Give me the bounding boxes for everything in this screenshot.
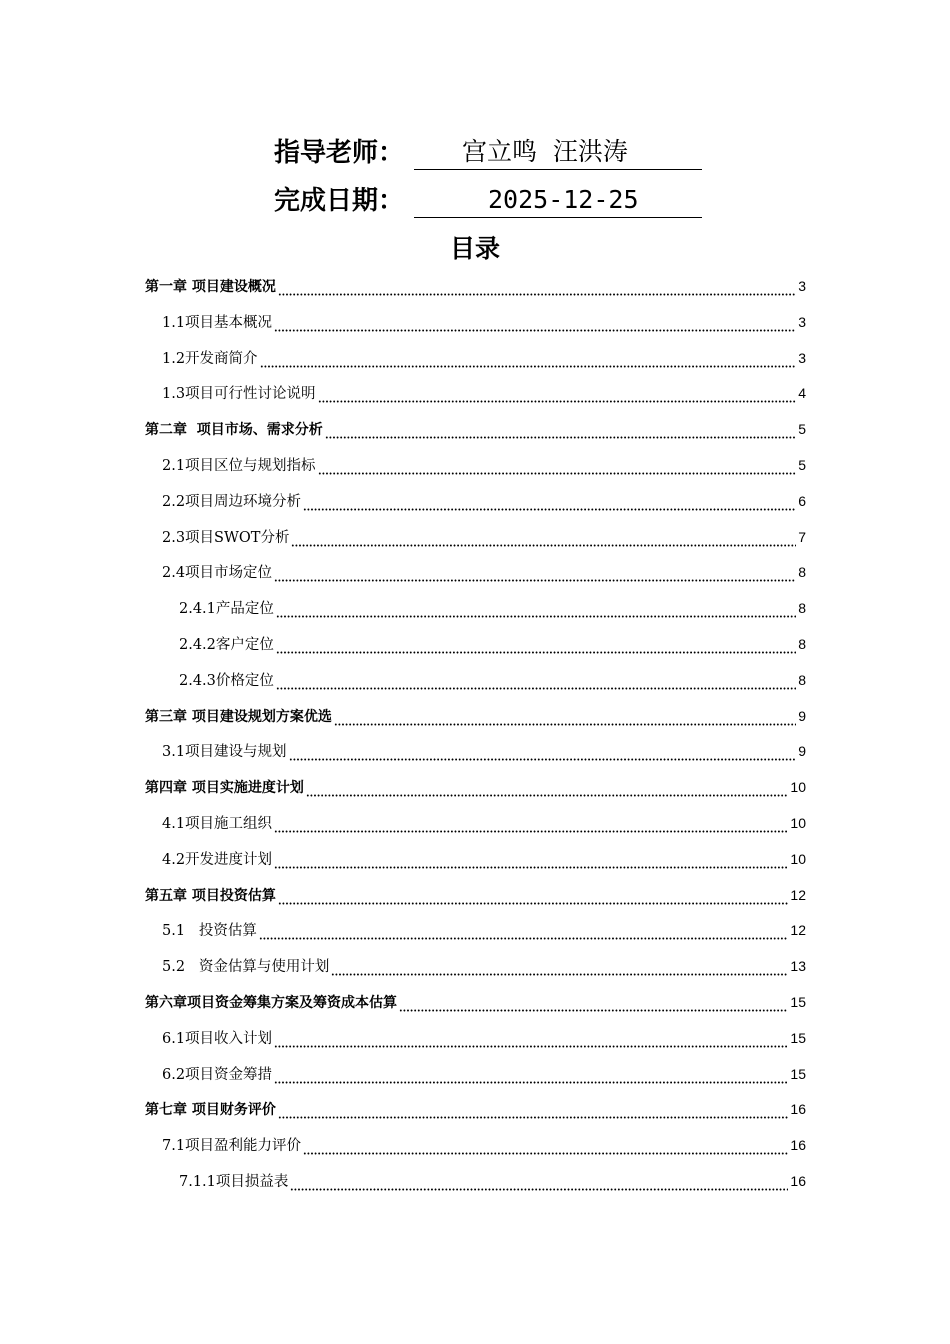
toc-page-number: 8 (798, 564, 806, 581)
toc-section-entry[interactable] (162, 805, 806, 841)
toc-section-entry[interactable] (162, 1020, 806, 1056)
toc-section-entry[interactable] (162, 1056, 806, 1092)
toc-page-number: 12 (790, 886, 806, 903)
toc-subsection-entry[interactable] (179, 1163, 806, 1199)
toc-entry-title: 1.2开发商简介 (162, 350, 258, 367)
advisor-value: 宫立鸣 汪洪涛 (414, 135, 702, 170)
toc-dot-leader (334, 716, 796, 726)
toc-page-number: 15 (790, 1065, 806, 1082)
toc-dot-leader (290, 1181, 788, 1191)
toc-entry-title: 第六章项目资金筹集方案及筹资成本估算 (145, 995, 397, 1011)
toc-entry-title: 第三章 项目建设规划方案优选 (145, 708, 332, 725)
toc-page-number: 13 (790, 958, 806, 975)
toc-dot-leader (274, 322, 796, 332)
toc-entry-title: 2.2项目周边环境分析 (162, 493, 302, 510)
toc-page-number: 16 (790, 1101, 806, 1118)
advisor-row (274, 130, 702, 170)
toc-subsection-entry[interactable] (179, 662, 806, 698)
toc-page-number: 5 (798, 421, 806, 438)
toc-entry-title: 7.1项目盈利能力评价 (162, 1138, 302, 1155)
toc-dot-leader (303, 501, 796, 511)
toc-page-number: 10 (790, 850, 806, 867)
toc-entry-title: 第七章 项目财务评价 (145, 1102, 276, 1119)
toc-section-entry[interactable] (162, 375, 806, 411)
toc-section-entry[interactable] (162, 483, 806, 519)
toc-entry-title: 6.1项目收入计划 (162, 1030, 273, 1047)
toc-page-number: 10 (790, 779, 806, 796)
toc-dot-leader (318, 393, 797, 403)
completion-date-value: 2025-12-25 (414, 183, 702, 218)
toc-section-entry[interactable] (162, 519, 806, 555)
toc-section-entry[interactable] (162, 340, 806, 376)
toc-entry-title: 3.1项目建设与规划 (162, 744, 287, 761)
toc-entry-title: 7.1.1项目损益表 (179, 1174, 289, 1190)
toc-page-number: 12 (790, 922, 806, 939)
toc-subsection-entry[interactable] (179, 590, 806, 626)
toc-chapter-entry[interactable] (145, 984, 806, 1020)
toc-dot-leader (278, 895, 789, 905)
toc-page-number: 3 (798, 313, 806, 330)
toc-entry-title: 2.3项目SWOT分析 (162, 529, 290, 546)
toc-dot-leader (274, 1074, 788, 1084)
toc-section-entry[interactable] (162, 948, 806, 984)
toc-page-number: 3 (798, 278, 806, 294)
toc-entry-title: 6.2项目资金筹措 (162, 1066, 273, 1083)
toc-page-number: 9 (798, 743, 806, 760)
toc-chapter-entry[interactable] (145, 1091, 806, 1127)
advisor-label: 指导老师： (274, 138, 405, 168)
toc-page-number: 8 (798, 636, 806, 652)
toc-entry-title: 2.4.1产品定位 (179, 601, 274, 618)
toc-page-number: 9 (798, 707, 806, 724)
toc-dot-leader (276, 680, 796, 690)
toc-section-entry[interactable] (162, 841, 806, 877)
toc-dot-leader (278, 1109, 789, 1119)
toc-entry-title: 第一章 项目建设概况 (145, 279, 276, 295)
toc-section-entry[interactable] (162, 912, 806, 948)
toc-page-number: 6 (798, 492, 806, 509)
toc-dot-leader (276, 644, 796, 654)
toc-entry-title: 5.1 投资估算 (162, 923, 257, 940)
toc-subsection-entry[interactable] (179, 626, 806, 662)
toc-page-number: 16 (790, 1173, 806, 1189)
toc-dot-leader (274, 572, 796, 582)
toc-chapter-entry[interactable] (145, 769, 806, 805)
toc-section-entry[interactable] (162, 304, 806, 340)
toc-page-number: 7 (798, 528, 806, 545)
toc-chapter-entry[interactable] (145, 411, 806, 447)
toc-entry-title: 1.1项目基本概况 (162, 314, 273, 331)
toc-entry-title: 2.1项目区位与规划指标 (162, 458, 316, 474)
toc-page-number: 10 (790, 815, 806, 831)
toc-entry-title: 2.4项目市场定位 (162, 565, 273, 582)
toc-page-number: 15 (790, 1029, 806, 1046)
toc-page-number: 16 (790, 1137, 806, 1154)
toc-dot-leader (278, 286, 796, 296)
toc-dot-leader (399, 1002, 788, 1012)
toc-dot-leader (318, 465, 797, 475)
toc-dot-leader (325, 429, 796, 439)
toc-entry-title: 第四章 项目实施进度计划 (145, 780, 304, 797)
toc-dot-leader (259, 930, 789, 940)
toc-page-number: 8 (798, 671, 806, 688)
toc-section-entry[interactable] (162, 733, 806, 769)
toc-entry-title: 第五章 项目投资估算 (145, 887, 276, 904)
toc-entry-title: 1.3项目可行性讨论说明 (162, 386, 316, 403)
toc-page-number: 8 (798, 600, 806, 617)
toc-page-number: 15 (790, 994, 806, 1010)
toc-section-entry[interactable] (162, 447, 806, 483)
toc-page-number: 5 (798, 457, 806, 473)
toc-section-entry[interactable] (162, 1127, 806, 1163)
toc-entry-title: 5.2 资金估算与使用计划 (162, 959, 330, 976)
toc-entry-title: 2.4.2客户定位 (179, 637, 274, 653)
toc-chapter-entry[interactable] (145, 698, 806, 734)
completion-date-label: 完成日期： (274, 186, 405, 216)
toc-entry-title: 第二章 项目市场、需求分析 (145, 422, 323, 439)
toc-entry-title: 2.4.3价格定位 (179, 672, 274, 689)
toc-dot-leader (260, 358, 797, 368)
completion-date-row (274, 178, 702, 218)
toc-page-number: 3 (798, 349, 806, 366)
toc-chapter-entry[interactable] (145, 268, 806, 304)
toc-dot-leader (303, 1145, 788, 1155)
toc-dot-leader (274, 859, 788, 869)
toc-title: 目录 (449, 234, 500, 263)
toc-dot-leader (274, 1038, 788, 1048)
toc-entry-title: 4.1项目施工组织 (162, 816, 273, 832)
toc-chapter-entry[interactable] (145, 877, 806, 913)
toc-dot-leader (274, 823, 788, 833)
toc-section-entry[interactable] (162, 554, 806, 590)
toc-dot-leader (289, 751, 797, 761)
toc-dot-leader (291, 537, 796, 547)
toc-entry-title: 4.2开发进度计划 (162, 851, 273, 868)
toc-dot-leader (306, 787, 789, 797)
toc-dot-leader (331, 966, 788, 976)
toc-page-number: 4 (798, 385, 806, 402)
toc-dot-leader (276, 608, 796, 618)
